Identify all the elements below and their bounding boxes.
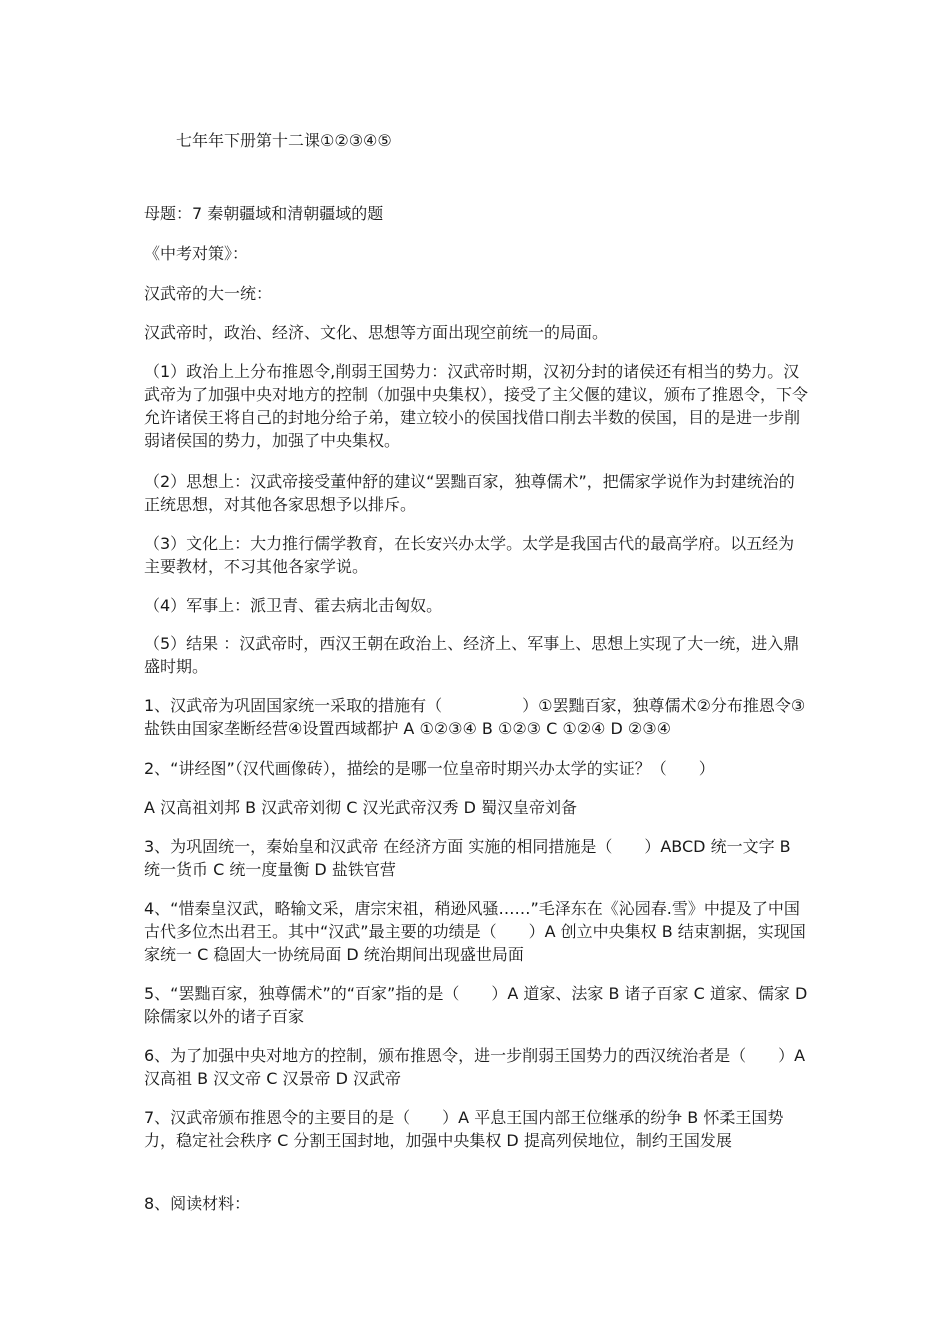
question-1: 1、汉武帝为巩固国家统一采取的措施有（ ）①罢黜百家，独尊儒术②分布推恩令③盐铁由国家垄断经营④设置西域都护 A ①②③④ B ①②③ C ①②④ D ②③④ <box>144 696 806 738</box>
paragraph-military: （4）军事上：派卫青、霍去病北击匈奴。 <box>144 596 443 615</box>
question-5: 5、“罢黜百家，独尊儒术”的“百家”指的是（ ）A 道家、法家 B 诸子百家 C 道家、儒家 D 除儒家以外的诸子百家 <box>144 984 808 1026</box>
paragraph-intro: 汉武帝时，政治、经济、文化、思想等方面出现空前统一的局面。 <box>144 323 609 342</box>
question-2-options: A 汉高祖刘邦 B 汉武帝刘彻 C 汉光武帝汉秀 D 蜀汉皇帝刘备 <box>144 798 578 817</box>
question-2: 2、“讲经图”（汉代画像砖），描绘的是哪一位皇帝时期兴办太学的实证？（ ） <box>144 759 715 778</box>
question-4: 4、“惜秦皇汉武，略输文采，唐宗宋祖，稍逊风骚……”毛泽东在《沁园春.雪》中提及了中国古代多位杰出君王。其中“汉武”最主要的功绩是（ ）A 创立中央集权 B 结束割据，实现国家统一 C 稳固大一协统局面 D 统治期间出现盛世局面 <box>144 899 806 964</box>
section-heading-strategy: 《中考对策》： <box>144 244 249 263</box>
question-7: 7、汉武帝颁布推恩令的主要目的是（ ）A 平息王国内部王位继承的纷争 B 怀柔王国势力，稳定社会秩序 C 分割王国封地，加强中央集权 D 提高列侯地位，制约王国发展 <box>144 1108 784 1150</box>
page-title: 七年年下册第十二课①②③④⑤ <box>176 131 392 150</box>
section-heading-unification: 汉武帝的大一统： <box>144 284 273 303</box>
question-3: 3、为巩固统一，秦始皇和汉武帝 在经济方面 实施的相同措施是（ ）ABCD 统一文字 B 统一货币 C 统一度量衡 D 盐铁官营 <box>144 837 791 879</box>
paragraph-politics: （1）政治上上分布推恩令,削弱王国势力：汉武帝时期，汉初分封的诸侯还有相当的势力。汉武帝为了加强中央对地方的控制（加强中央集权），接受了主父偃的建议，颁布了推恩令，下令允许诸侯王将自己的封地分给子弟，建立较小的侯国找借口削去半数的侯国，目的是进一步削弱诸侯国的势力，加强了中央集权。 <box>144 362 809 450</box>
paragraph-culture: （3）文化上：大力推行儒学教育，在长安兴办太学。太学是我国古代的最高学府。以五经为主要教材，不习其他各家学说。 <box>144 534 795 576</box>
question-8: 8、阅读材料： <box>144 1194 251 1213</box>
mother-topic: 母题：7 秦朝疆域和清朝疆域的题 <box>144 204 384 223</box>
paragraph-result: （5）结果 ：汉武帝时，西汉王朝在政治上、经济上、军事上、思想上实现了大一统，进入鼎盛时期。 <box>144 634 800 676</box>
paragraph-thought: （2）思想上：汉武帝接受董仲舒的建议“罢黜百家，独尊儒术”，把儒家学说作为封建统治的正统思想，对其他各家思想予以排斥。 <box>144 472 795 514</box>
question-6: 6、为了加强中央对地方的控制，颁布推恩令，进一步削弱王国势力的西汉统治者是（ ）A 汉高祖 B 汉文帝 C 汉景帝 D 汉武帝 <box>144 1046 806 1088</box>
